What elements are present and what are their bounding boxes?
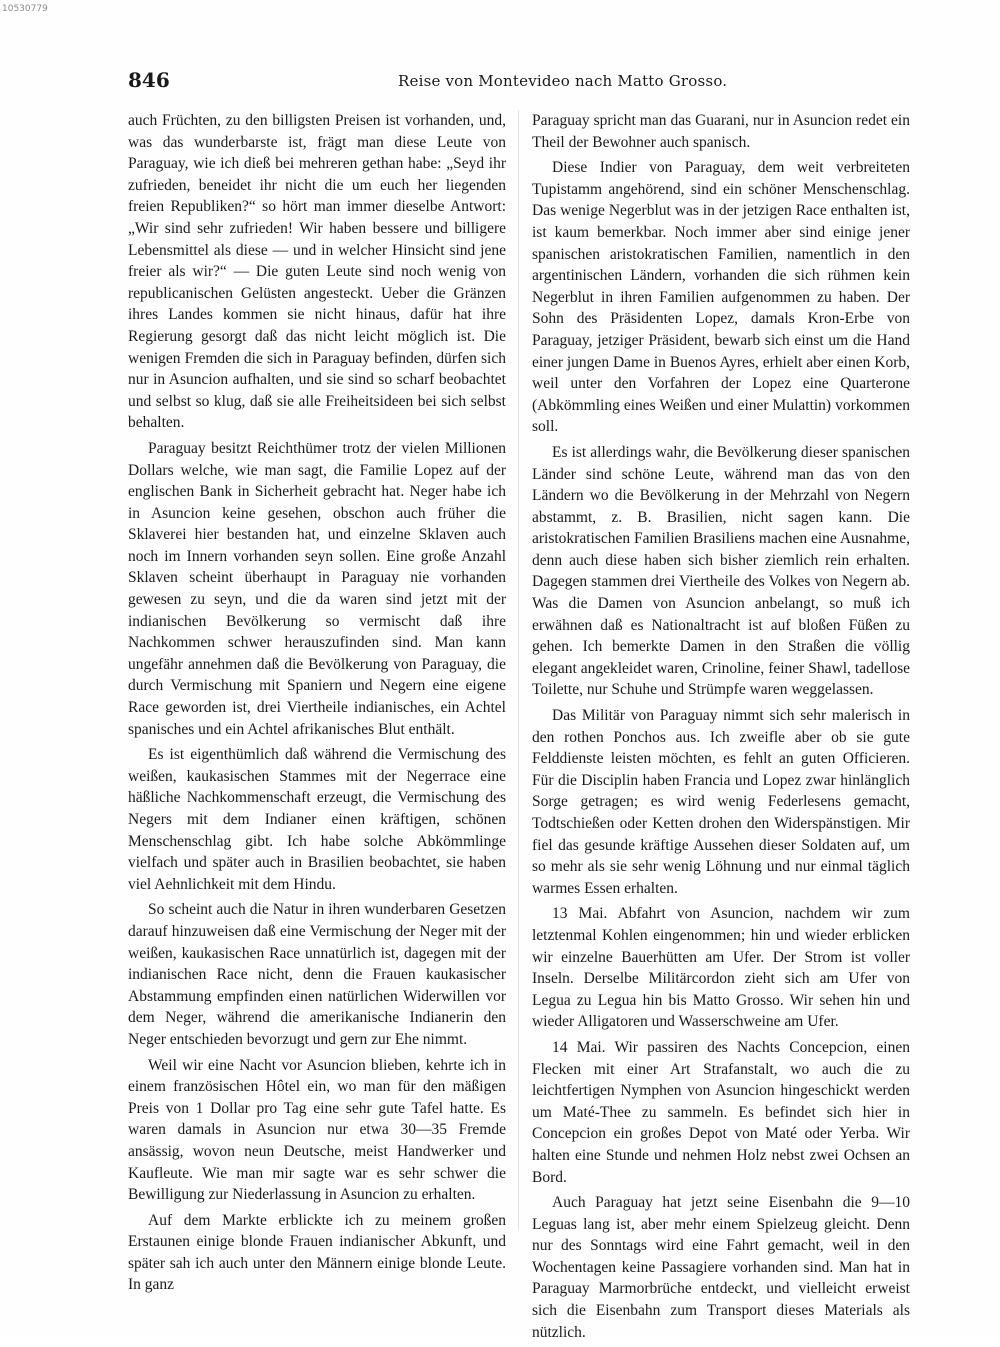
paragraph: 13 Mai. Abfahrt von Asuncion, nachdem wir zum letztenmal Kohlen eingenommen; hin und wieder erblicken wir einzelne Bauerhütten am Ufer. Der Strom ist voller Inseln. Derselbe Militärcordon zieht sich am Ufer von Legua zu Legua hin bis Matto Grosso. Wir sehen hin und wieder Alligatoren und Wasserschweine am Ufer. xyxy=(532,905,910,1031)
right-column xyxy=(532,110,910,1347)
paragraph: Paraguay besitzt Reichthümer trotz der vielen Millionen Dollars welche, wie man sagt, die Familie Lopez auf der englischen Bank in Sicherheit gebracht hat. Neger habe ich in Asuncion keine gesehen, obschon auch früher die Sklaverei hier bestanden hat, und einzelne Sklaven auch noch im Innern vorhanden seyn sollen. Eine große Anzahl Sklaven scheint überhaupt in Paraguay nie vorhanden gewesen zu seyn, und die da waren sind jetzt mit der indianischen Bevölkerung so vermischt daß ihre Nachkommen schwer herauszufinden sind. Man kann ungefähr annehmen daß die Bevölkerung von Paraguay, die durch Vermischung mit Spaniern und Negern eine eigene Race geworden ist, drei Viertheile indianisches, ein Achtel spanisches und ein Achtel afrikanisches Blut enthält. xyxy=(128,439,506,738)
paragraph: So scheint auch die Natur in ihren wunderbaren Gesetzen darauf hinzuweisen daß eine Vermischung der Neger mit der weißen, kaukasischen Race unnatürlich ist, dagegen mit der indianischen Race nicht, denn die Frauen kaukasischer Abstammung empfinden einen natürlichen Widerwillen vor dem Neger, während die amerikanische Indianerin den Neger entschieden bevorzugt und gern zur Ehe nimmt. xyxy=(128,901,506,1048)
paragraph: Das Militär von Paraguay nimmt sich sehr malerisch in den rothen Ponchos aus. Ich zweifle aber ob sie gute Felddienste leisten möchten, es fehlt an guten Officieren. Für die Disciplin haben Francia und Lopez zwar hinlänglich Sorge getragen; es wird wenig Federlesens gemacht, Todtschießen oder Ketten drohen den Widerspänstigen. Mir fiel das gesunde kräftige Aussehen dieser Soldaten auf, um so mehr als sie sehr wenig Löhnung und nur einmal täglich warmes Essen erhalten. xyxy=(532,707,910,897)
left-column xyxy=(128,110,506,1300)
column-divider xyxy=(518,110,519,1230)
paragraph: Paraguay spricht man das Guarani, nur in Asuncion redet ein Theil der Bewohner auch spanisch. xyxy=(532,112,910,151)
running-title: Reise von Montevideo nach Matto Grosso. xyxy=(398,72,728,90)
paragraph: 14 Mai. Wir passiren des Nachts Concepcion, einen Flecken mit einer Art Strafanstalt, wo auch die zu leichtfertigen Nymphen von Asuncion hingeschickt werden um Maté-Thee zu sammeln. Es befindet sich hier in Concepcion ein großes Depot von Maté oder Yerba. Wir halten eine Stunde und nehmen Holz nebst zwei Ochsen an Bord. xyxy=(532,1038,910,1186)
scan-identifier: 10530779 xyxy=(2,4,48,14)
paragraph: Es ist allerdings wahr, die Bevölkerung dieser spanischen Länder sind schöne Leute, während man das von den Ländern wo die Bevölkerung in der Mehrzahl von Negern abstammt, z. B. Brasilien, nicht sagen kann. Die aristokratischen Familien Brasiliens machen eine Ausnahme, denn auch diese haben sich bisher ziemlich rein erhalten. Dagegen stammen drei Viertheile des Volkes von Negern ab. Was die Damen von Asuncion anbelangt, so muß ich erwähnen daß es Nationaltracht ist auf bloßen Füßen zu gehen. Ich bemerkte Damen in den Straßen die völlig elegant angekleidet waren, Crinoline, feiner Shawl, tadellose Toilette, nur Schuhe und Strümpfe waren weggelassen. xyxy=(532,443,910,699)
paragraph: Auch Paraguay hat jetzt seine Eisenbahn die 9—10 Leguas lang ist, aber mehr einem Spielzeug gleicht. Denn nur des Sonntags wird eine Fahrt gemacht, weil in den Wochentagen keine Passagiere vorhanden sind. Man hat in Paraguay Marmorbrüche entdeckt, und vielleicht erweist sich die Eisenbahn zum Transport dieses Materials als nützlich. xyxy=(532,1194,910,1341)
page-header xyxy=(128,68,908,96)
paragraph: Es ist eigenthümlich daß während die Vermischung des weißen, kaukasischen Stammes mit der Negerrace eine häßliche Nachkommenschaft erzeugt, die Vermischung des Negers mit dem Indianer einen kräftigen, schönen Menschenschlag gibt. Ich habe solche Abkömmlinge vielfach und später auch in Brasilien beobachtet, sie haben viel Aehnlichkeit mit dem Hindu. xyxy=(128,746,506,893)
paragraph: Weil wir eine Nacht vor Asuncion blieben, kehrte ich in einem französischen Hôtel ein, wo man für den mäßigen Preis von 1 Dollar pro Tag eine sehr gute Tafel hatte. Es waren damals in Asuncion nur etwa 30—35 Fremde ansässig, wovon neun Deutsche, meist Handwerker und Kaufleute. Wie man mir sagte war es sehr schwer die Bewilligung zur Niederlassung in Asuncion zu erhalten. xyxy=(128,1056,506,1204)
paragraph: Diese Indier von Paraguay, dem weit verbreiteten Tupistamm angehörend, sind ein schöner Menschenschlag. Das wenige Negerblut was in der jetzigen Race enthalten ist, ist kaum bemerkbar. Noch immer aber sind einige jener spanischen aristokratischen Familien, namentlich in den argentinischen Ländern, vorhanden die sich rühmen kein Negerblut in ihren Familien aufgenommen zu haben. Der Sohn des Präsidenten Lopez, damals Kron-Erbe von Paraguay, jetziger Präsident, bewarb sich einst um die Hand einer jungen Dame in Buenos Ayres, erhielt aber einen Korb, weil unter den Vorfahren der Lopez eine Quarterone (Abkömmling eines Weißen und einer Mulattin) vorkommen soll. xyxy=(532,159,910,436)
page-number: 846 xyxy=(128,68,170,92)
paragraph: Auf dem Markte erblickte ich zu meinem großen Erstaunen einige blonde Frauen indianischer Abkunft, und später sah ich auch unter den Männern einige blonde Leute. In ganz xyxy=(128,1211,506,1294)
paragraph: auch Früchten, zu den billigsten Preisen ist vorhanden, und, was das wunderbarste ist, frägt man diese Leute von Paraguay, wie ich dieß bei mehreren gethan habe: „Seyd ihr zufrieden, beneidet ihr nicht die um euch her liegenden freien Republiken?“ so hört man immer dieselbe Antwort: „Wir sind sehr zufrieden! Wir haben bessere und billigere Lebensmittel als diese — und in welcher Hinsicht sind jene freier als wir?“ — Die guten Leute sind noch wenig von republicanischen Gelüsten angesteckt. Ueber die Gränzen ihres Landes kommen sie nicht hinaus, dafür hat ihre Regierung gesorgt daß das nicht leicht möglich ist. Die wenigen Fremden die sich in Paraguay befinden, dürfen sich nur in Asuncion aufhalten, und sie sind so scharf beobachtet und selbst so klug, daß sie alle Freiheitsideen bei sich selbst behalten. xyxy=(128,112,506,432)
